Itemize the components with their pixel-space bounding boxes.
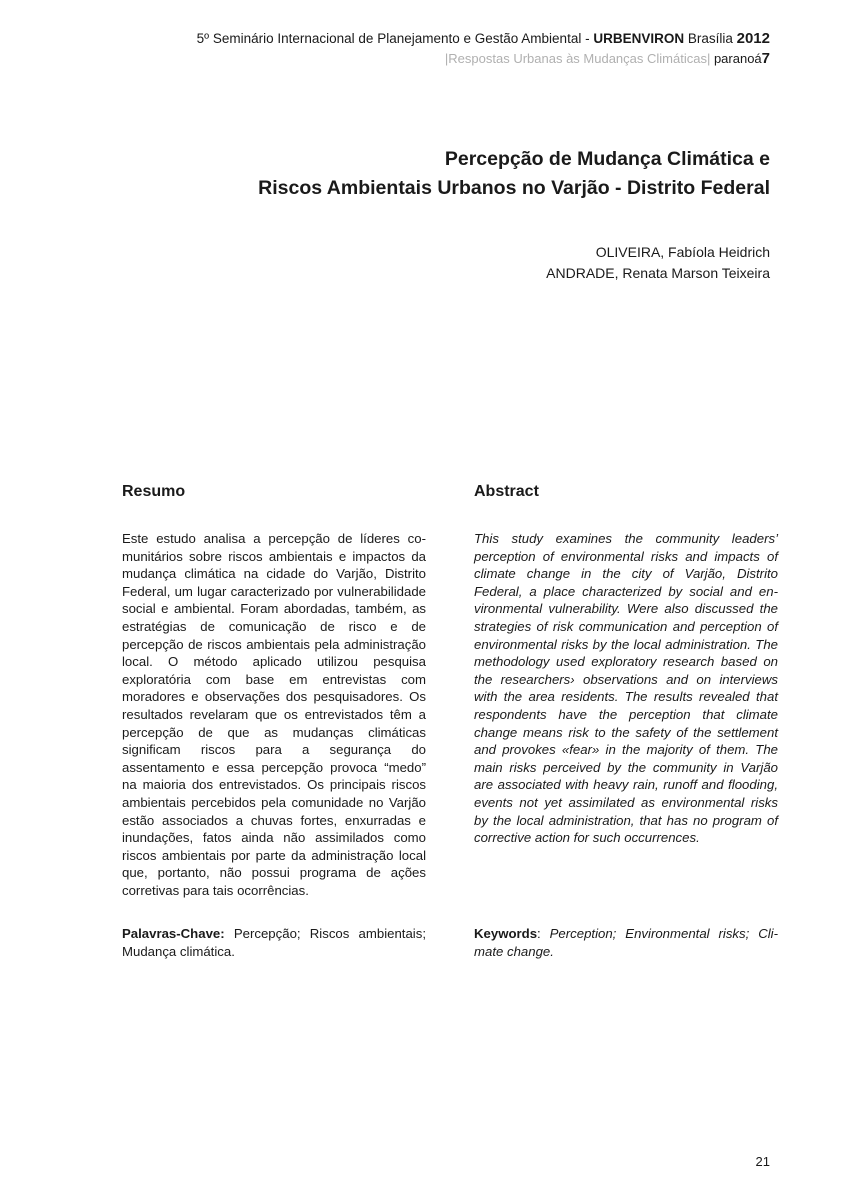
author-list: [546, 242, 770, 284]
header-year: 2012: [736, 30, 770, 47]
keywords-label: Keywords: [474, 926, 538, 941]
header-issue-number: 7: [761, 50, 770, 67]
keywords-separator: :: [537, 926, 550, 941]
running-header-line1: [197, 30, 770, 47]
resumo-text: Este estudo analisa a percepção de líderes comunitários sobre riscos ambientais e impactos da mudança climática na cidade do Varjão, Distrito Federal, um lugar caracterizado por vulnerabilidade social e ambiental. Foram abordadas, também, as estratégias de comunicação de risco e de percepção de riscos ambientais pela administração local. O método aplicado utilizou pesquisa exploratória com base em entrevistas com moradores e observações dos pesquisadores. Os resultados revelaram que os entrevistados têm a percepção de que as mudanças climáticas significam riscos para a segurança do assentamento e essa percepção provoca “medo” na maioria dos entrevistados. Os principais riscos ambientais percebidos pela comunidade no Varjão estão associados a chuvas fortes, enxurradas e inundações, fatos ainda não assimilados como riscos ambientais por parte da administração local que, portanto, não possui programa de ações corretivas para tais ocorrências.: [122, 531, 426, 898]
keywords: [474, 925, 778, 960]
resumo-heading: Resumo: [122, 483, 186, 500]
palavras-chave: [122, 925, 426, 960]
abstract-heading: Abstract: [474, 483, 539, 500]
author-2: ANDRADE, Renata Marson Teixeira: [546, 265, 770, 281]
abstract-text: This study examines the community leaders’ perception of environmental risks and impacts of climate change in the city of Varjão, Distrito Federal, a place characterized by social and environmental vulnerability. Were also discussed the strategies of risk communication and perception of environmental risks by the local administration. The methodology used exploratory research based on the researchers› observations and on interviews with the area residents. The results revealed that respondents have the perception that climate change means risk to the safety of the settlement and provokes «fear» in the majority of them. The main risks perceived by the community in Varjão are associated with heavy rain, runoff and flooding, events not yet assimilated as environmental risks by the local administration, that has no program of corrective action for such occurrences.: [474, 531, 778, 846]
paper-title: [258, 145, 770, 203]
header-event: 5º Seminário Internacional de Planejamento e Gestão Ambiental -: [196, 31, 594, 46]
header-city: Brasília: [684, 31, 737, 46]
running-header-line2: [445, 50, 770, 67]
title-line-1: Percepção de Mudança Climática e: [444, 148, 770, 170]
keywords-values: Perception; Environmental risks; Climate change.: [474, 926, 779, 959]
palavras-chave-values: Percepção; Riscos ambientais; Mudança climática.: [122, 926, 426, 959]
title-line-2: Riscos Ambientais Urbanos no Varjão - Distrito Federal: [258, 177, 770, 199]
header-theme: |Respostas Urbanas às Mudanças Climáticas|: [444, 51, 711, 66]
page-number: 21: [755, 1154, 770, 1169]
author-1: OLIVEIRA, Fabíola Heidrich: [595, 244, 770, 260]
header-place: paranoá: [710, 51, 762, 66]
header-brand: URBENVIRON: [593, 31, 685, 46]
palavras-chave-label: Palavras-Chave:: [122, 926, 225, 941]
